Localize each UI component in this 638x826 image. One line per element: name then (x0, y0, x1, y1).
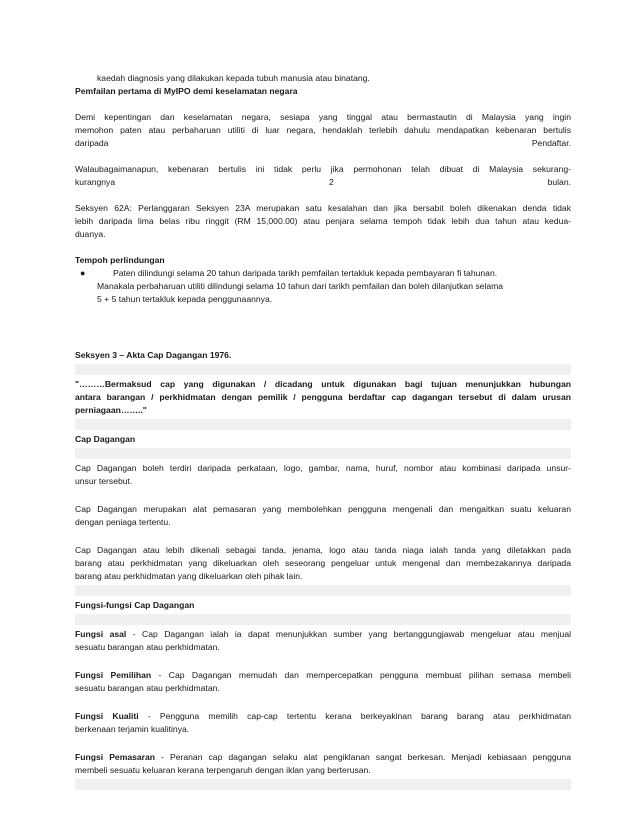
function-line: berkenaan terjamin kualitinya. (75, 724, 190, 734)
definition-quote (75, 375, 571, 419)
function-item (75, 707, 571, 738)
cap-heading-row (75, 430, 571, 448)
function-item (75, 748, 571, 779)
function-line: membeli sesuatu keluaran kerana terpengaruh dengan iklan yang berterusan. (75, 765, 371, 775)
penalty-paragraph (75, 202, 571, 241)
penalty-line: Seksyen 62A: Perlanggaran Seksyen 23A merupakan satu kesalahan dan jika bersabit boleh dikenakan denda tidak (75, 203, 571, 213)
shaded-separator (75, 364, 571, 375)
protection-bullet (75, 267, 571, 280)
bullet-icon: ● (80, 268, 86, 278)
filing-line: Demi kepentingan dan keselamatan negara, sesiapa yang tinggal atau bermastautin di Malaysia yang ingin (75, 112, 571, 122)
penalty-line: duanya. (75, 229, 106, 239)
function-line: Fungsi asal - Cap Dagangan ialah ia dapat menunjukkan sumber yang bertanggungjawab mengeluar atau menjual (75, 629, 572, 639)
function-line: sesuatu barangan atau perkhidmatan. (75, 683, 220, 693)
quote-line: perniagaan…….." (75, 405, 147, 415)
cap-heading: Cap Dagangan (75, 434, 136, 444)
exception-line: Walaubagaimanapun, kebenaran bertulis ini tidak perlu jika permohonan telah dibuat di Malaysia sekurang- (75, 164, 571, 174)
section-title-row (75, 346, 571, 364)
shaded-separator (75, 779, 571, 790)
function-label: Fungsi Pemasaran (75, 752, 156, 762)
function-line: sesuatu barangan atau perkhidmatan. (75, 642, 220, 652)
trademark-section (75, 346, 571, 790)
section-title: Seksyen 3 – Akta Cap Dagangan 1976. (75, 350, 232, 360)
shaded-separator (75, 585, 571, 596)
shaded-separator (75, 614, 571, 625)
definition-paragraph (75, 500, 571, 531)
definition-line: barang atau perkhidmatan yang dikeluarkan oleh pihak lain. (75, 571, 303, 581)
function-item (75, 625, 571, 656)
penalty-line: lebih daripada lima belas ribu ringgit (RM 15,000.00) atau penjara selama tempoh tidak lebih dua tahun atau kedua- (75, 216, 571, 226)
function-line: Fungsi Kualiti - Pengguna memilih cap-cap tertentu kerana berkeyakinan barang barang atau perkhidmatan (75, 711, 572, 721)
filing-line: daripada Pendaftar. (75, 138, 571, 148)
filing-line: memohon paten atau perbaharuan utiliti di luar negara, hendaklah terlebih dahulu mendapatkan kebenaran bertulis (75, 125, 571, 135)
definition-line: Cap Dagangan boleh terdiri daripada perkataan, logo, gambar, nama, huruf, nombor atau kombinasi daripada unsur- (75, 463, 571, 473)
definition-line: dengan peniaga tertentu. (75, 517, 171, 527)
function-item (75, 666, 571, 697)
functions-heading: Fungsi-fungsi Cap Dagangan (75, 600, 195, 610)
bullet-line: Paten dilindungi selama 20 tahun daripada tarikh pemfailan tertakluk kepada pembayaran fi tahunan. (113, 268, 498, 278)
bullet-continuation: 5 + 5 tahun tertakluk kepada penggunaannya. (97, 294, 273, 304)
function-label: Fungsi Kualiti (75, 711, 139, 721)
functions-heading-row (75, 596, 571, 614)
shaded-separator (75, 419, 571, 430)
function-label: Fungsi asal (75, 629, 127, 639)
shaded-separator (75, 448, 571, 459)
quote-line: "………Bermaksud cap yang digunakan / dicadang untuk digunakan bagi tujuan menunjukkan hubungan (75, 379, 571, 389)
definition-paragraph (75, 541, 571, 585)
definition-line: Cap Dagangan merupakan alat pemasaran yang membolehkan pengguna mengenali dan mengaitkan suatu keluaran (75, 504, 571, 514)
filing-paragraph (75, 111, 571, 150)
filing-heading: Pemfailan pertama di MyIPO demi keselamatan negara (75, 86, 298, 96)
exception-paragraph (75, 163, 571, 189)
quote-line: antara barangan / perkhidmatan dengan pemilik / pengguna berdaftar cap dagangan tersebut di dalam urusan (75, 392, 571, 402)
protection-heading: Tempoh perlindungan (75, 255, 165, 265)
bullet-continuation: Manakala perbaharuan utiliti dilindungi selama 10 tahun dari tarikh pemfailan dan boleh dilanjutkan selama (97, 281, 504, 291)
definition-line: unsur tersebut. (75, 476, 133, 486)
function-line: Fungsi Pemilihan - Cap Dagangan memudah dan mempercepatkan pengguna membuat pilihan semasa membeli (75, 670, 571, 680)
definition-paragraph (75, 459, 571, 490)
function-label: Fungsi Pemilihan (75, 670, 152, 680)
definition-line: Cap Dagangan atau lebih dikenali sebagai tanda, jenama, logo atau tanda niaga ialah tanda yang diletakkan pada (75, 545, 571, 555)
function-line: Fungsi Pemasaran - Peranan cap dagangan selaku alat pengiklanan sangat berkesan. Menjadi kebiasaan pengguna (75, 752, 571, 762)
definition-line: barang atau perkhidmatan yang dikeluarkan oleh seseorang pengeluar untuk mengenal dan membezakannya daripada (75, 558, 571, 568)
document-page (75, 72, 571, 790)
diagnosis-line: kaedah diagnosis yang dilakukan kepada tubuh manusia atau binatang. (97, 73, 370, 83)
exception-line: kurangnya 2 bulan. (75, 177, 571, 187)
